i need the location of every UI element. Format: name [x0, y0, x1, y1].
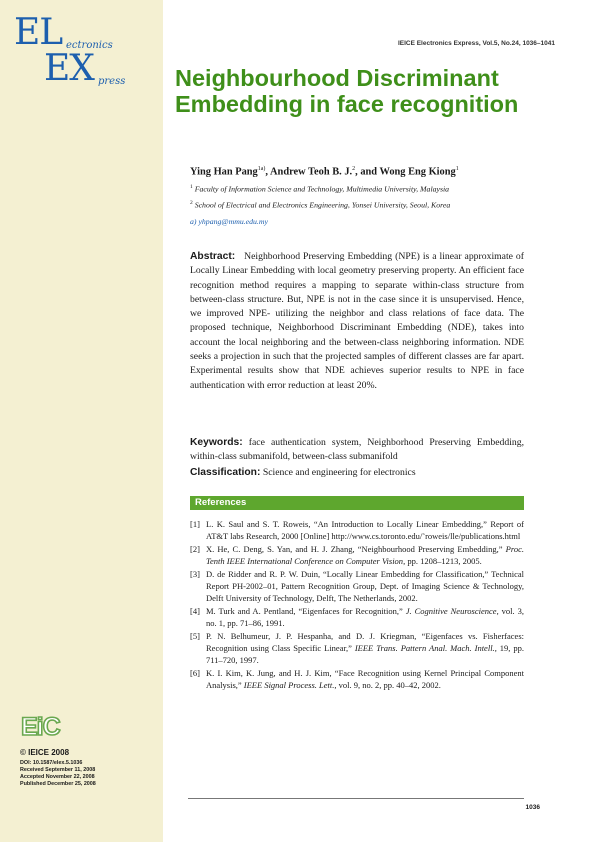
reference-text: P. N. Belhumeur, J. P. Hespanha, and D. J. Kriegman, “Eigenfaces vs. Fisherfaces: Recognition using Class Specific Linear,” IEEE Trans. Pattern Anal. Mach. Intell., 19, pp. 711–720, 1997. [206, 631, 525, 665]
accepted-date: Accepted November 22, 2008 [20, 774, 95, 780]
affiliation-text: Faculty of Information Science and Technology, Multimedia University, Malaysia [194, 184, 450, 194]
reference-number: [6] [190, 668, 200, 679]
affiliation-num: 2 [190, 200, 193, 206]
references-heading-label: References [195, 497, 247, 508]
reference-item [190, 606, 524, 629]
journal-info: IEICE Electronics Express, Vol.5, No.24, 1036–1041 [397, 40, 555, 47]
author-name: Ying Han Pang [190, 166, 258, 178]
reference-item [190, 668, 524, 691]
affiliation-num: 1 [190, 184, 193, 190]
classification [190, 466, 524, 480]
reference-item [190, 631, 524, 666]
affiliation [190, 200, 450, 210]
eic-logo-icon [20, 711, 72, 741]
abstract-label: Abstract: [190, 251, 236, 262]
classification-text: Science and engineering for electronics [262, 467, 416, 478]
published-date: Published December 25, 2008 [20, 781, 96, 787]
reference-item [190, 519, 524, 542]
reference-number: [5] [190, 631, 200, 642]
eic-logo-text: EiC [21, 713, 60, 741]
reference-text: L. K. Saul and S. T. Roweis, “An Introduction to Locally Linear Embedding,” Report of AT&T labs Research, 2000 [Online] http://www.cs.toronto.edu/˜roweis/lle/publications.html [206, 519, 524, 541]
affiliation [190, 184, 449, 194]
logo-press: press [98, 76, 126, 87]
author-sup: 1 [455, 166, 459, 172]
email-link[interactable]: a) yhpang@mmu.edu.my [190, 217, 268, 226]
reference-list [190, 519, 524, 693]
reference-number: [3] [190, 569, 200, 580]
reference-text: K. I. Kim, K. Jung, and H. J. Kim, “Face Recognition using Kernel Principal Component Analysis,” IEEE Signal Process. Lett., vol. 9, no. 2, pp. 40–42, 2002. [206, 668, 524, 690]
footer-rule [188, 798, 524, 799]
keywords-label: Keywords: [190, 437, 243, 448]
author-name: , Andrew Teoh B. J. [265, 166, 353, 178]
logo-ex: EX [44, 48, 94, 89]
reference-number: [2] [190, 544, 200, 555]
reference-number: [4] [190, 606, 200, 617]
reference-item [190, 569, 524, 604]
classification-label: Classification: [190, 467, 261, 478]
author-sup: 2 [352, 166, 356, 172]
author-name: , and Wong Eng Kiong [355, 166, 456, 178]
author-sup: 1a) [257, 166, 266, 172]
page-number: 1036 [525, 804, 540, 811]
reference-text: X. He, C. Deng, S. Yan, and H. J. Zhang, “Neighbourhood Preserving Embedding,” Proc. Tenth IEEE International Conference on Computer Vision, pp. 1208–1213, 2005. [206, 544, 524, 566]
abstract-text: Neighborhood Preserving Embedding (NPE) is a linear approximate of Locally Linear Embedding with local geometry preserving property. An efficient face recognition method requires a mapping to separate within-class structure from between-class structure. But, NPE is not in the case since it is unsupervised. Hence, we improved NPE- utilizing the neighbor and class relations of face data. The proposed technique, Neighborhood Discriminant Embedding (NDE), takes into account the local neighboring and the between-class neighboring information. NDE seeks a projection in such that the projected samples of different classes are far apart. Experimental results show that NDE achieves superior results to NPE in face authentication with error reduction at least 20%. [190, 251, 524, 391]
author-list [190, 166, 459, 177]
reference-text: M. Turk and A. Pentland, “Eigenfaces for Recognition,” J. Cognitive Neuroscience, vol. 3, no. 1, pp. 71–86, 1991. [206, 606, 524, 628]
received-date: Received September 11, 2008 [20, 767, 96, 773]
references-heading [190, 496, 524, 510]
keywords [190, 436, 524, 464]
copyright: © IEICE 2008 [20, 748, 70, 757]
paper-title: Neighbourhood Discriminant Embedding in face recognition [175, 65, 519, 117]
keywords-text: face authentication system, Neighborhood Preserving Embedding, within-class submanifold, between-class submanifold [190, 437, 524, 462]
doi: DOI: 10.1587/elex.5.1036 [20, 760, 83, 766]
affiliation-text: School of Electrical and Electronics Engineering, Yonsei University, Seoul, Korea [194, 200, 451, 210]
reference-item [190, 544, 524, 567]
logo-electronics: ectronics [66, 40, 113, 51]
logo-el: EL [14, 12, 63, 53]
reference-text: D. de Ridder and R. P. W. Duin, “Locally Linear Embedding for Classification,” Technical Report PH-2002–01, Pattern Recognition Group, Dept. of Imaging Science & Technology, Delft University of Technology, Delft, The Netherlands, 2002. [206, 569, 524, 603]
reference-number: [1] [190, 519, 200, 529]
abstract [190, 250, 524, 393]
